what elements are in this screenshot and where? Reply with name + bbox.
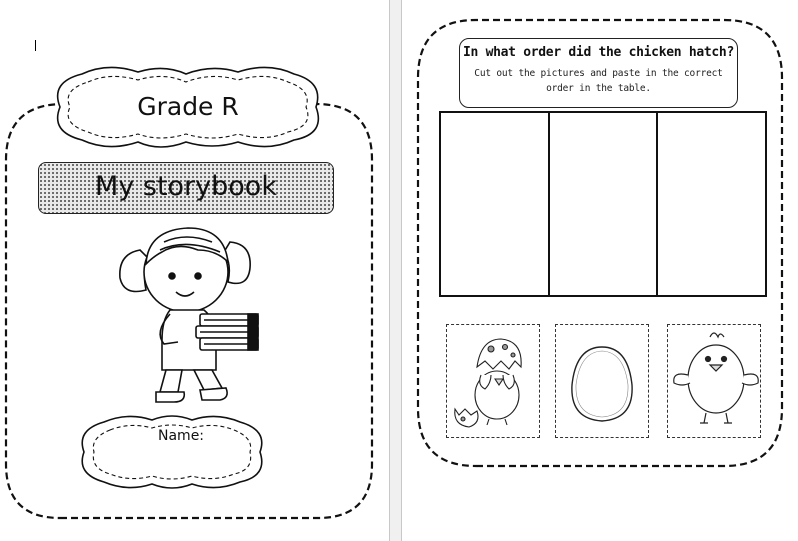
order-table [439,111,767,297]
order-cell-1[interactable] [441,113,550,295]
book-title-banner [38,162,334,214]
activity-page [402,0,798,541]
order-cell-2[interactable] [550,113,659,295]
question-title: In what order did the chicken hatch? [463,45,734,60]
cutout-chick[interactable] [667,324,761,438]
cutout-egg[interactable] [555,324,649,438]
grade-label: Grade R [137,92,239,121]
cutout-hatching-chick[interactable] [446,324,540,438]
name-label: Name: [158,428,205,444]
girl-with-books-icon [112,220,272,406]
instructions-text: Cut out the pictures and paste in the correct order in the table. [474,68,723,94]
egg-icon [556,325,648,437]
book-title: My storybook [95,171,277,202]
chick-icon [668,325,760,437]
cover-page [0,0,389,541]
order-cell-3[interactable] [658,113,765,295]
page-gutter [389,0,402,541]
question-box [459,38,738,108]
hatching-chick-icon [447,325,539,437]
name-cloud-frame [76,412,268,492]
